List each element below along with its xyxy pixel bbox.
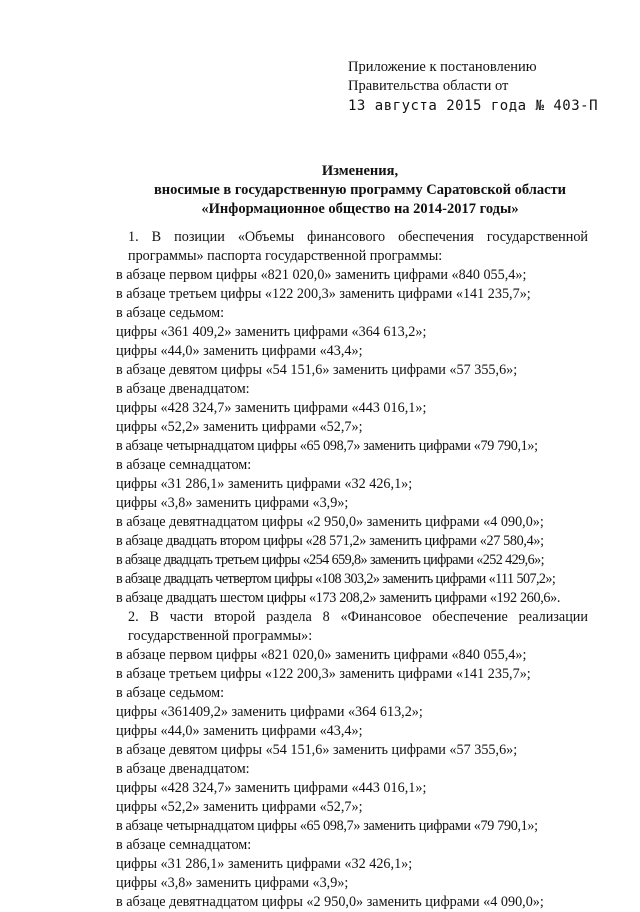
title-line-2: вносимые в государственную программу Саратовской области — [153, 182, 567, 198]
body-line: в абзаце девятнадцатом цифры «2 950,0» заменить цифрами «4 090,0»; — [116, 894, 544, 910]
body-line: в абзаце двадцать втором цифры «28 571,2» заменить цифрами «27 580,4»; — [116, 533, 544, 549]
body-line: цифры «31 286,1» заменить цифрами «32 426,1»; — [116, 856, 413, 872]
body-line: в абзаце семнадцатом: — [116, 837, 252, 853]
body-line: цифры «361409,2» заменить цифрами «364 613,2»; — [116, 704, 423, 720]
body-line: в абзаце первом цифры «821 020,0» заменить цифрами «840 055,4»; — [116, 647, 527, 663]
body-line: в абзаце четырнадцатом цифры «65 098,7» заменить цифрами «79 790,1»; — [116, 818, 538, 834]
body-line: цифры «44,0» заменить цифрами «43,4»; — [116, 343, 363, 359]
body-line: в абзаце двенадцатом: — [116, 381, 250, 397]
body-line: в абзаце девятом цифры «54 151,6» заменить цифрами «57 355,6»; — [116, 742, 518, 758]
body-line: цифры «428 324,7» заменить цифрами «443 016,1»; — [116, 780, 427, 796]
body-line: цифры «52,2» заменить цифрами «52,7»; — [116, 419, 363, 435]
body-line: в абзаце двенадцатом: — [116, 761, 250, 777]
body-line: цифры «44,0» заменить цифрами «43,4»; — [116, 723, 363, 739]
body-line: цифры «428 324,7» заменить цифрами «443 016,1»; — [116, 400, 427, 416]
appendix-date-number: 13 августа 2015 года № 403-П — [348, 98, 599, 114]
title-line-1: Изменения, — [321, 163, 399, 179]
body-paragraph: 2. В части второй раздела 8 «Финансовое обеспечение реализации государственной программы»: — [128, 609, 588, 644]
appendix-line-2: Правительства области от — [348, 78, 509, 94]
body-line: в абзаце девятом цифры «54 151,6» заменить цифрами «57 355,6»; — [116, 362, 518, 378]
body-line: в абзаце двадцать третьем цифры «254 659,8» заменить цифрами «252 429,6»; — [116, 552, 544, 568]
appendix-header — [348, 58, 628, 116]
body-line: цифры «52,2» заменить цифрами «52,7»; — [116, 799, 363, 815]
body-line: цифры «3,8» заменить цифрами «3,9»; — [116, 875, 349, 891]
body-line: в абзаце двадцать шестом цифры «173 208,2» заменить цифрами «192 260,6». — [116, 590, 561, 606]
body-line: цифры «361 409,2» заменить цифрами «364 613,2»; — [116, 324, 427, 340]
body-line: в абзаце двадцать четвертом цифры «108 303,2» заменить цифрами «111 507,2»; — [116, 571, 556, 587]
body-paragraph: 1. В позиции «Объемы финансового обеспечения государственной программы» паспорта государственной программы: — [128, 229, 588, 264]
appendix-line-1: Приложение к постановлению — [348, 59, 537, 75]
document-title — [80, 162, 640, 219]
body-line: в абзаце первом цифры «821 020,0» заменить цифрами «840 055,4»; — [116, 267, 527, 283]
body-line: в абзаце седьмом: — [116, 305, 225, 321]
body-line: в абзаце третьем цифры «122 200,3» заменить цифрами «141 235,7»; — [116, 286, 531, 302]
body-line: цифры «3,8» заменить цифрами «3,9»; — [116, 495, 349, 511]
body-line: цифры «31 286,1» заменить цифрами «32 426,1»; — [116, 476, 413, 492]
body-line: в абзаце девятнадцатом цифры «2 950,0» заменить цифрами «4 090,0»; — [116, 514, 544, 530]
body-line: в абзаце семнадцатом: — [116, 457, 252, 473]
document-body — [116, 228, 588, 912]
body-line: в абзаце третьем цифры «122 200,3» заменить цифрами «141 235,7»; — [116, 666, 531, 682]
body-line: в абзаце четырнадцатом цифры «65 098,7» заменить цифрами «79 790,1»; — [116, 438, 538, 454]
body-line: в абзаце седьмом: — [116, 685, 225, 701]
title-line-3: «Информационное общество на 2014-2017 годы» — [201, 201, 519, 217]
